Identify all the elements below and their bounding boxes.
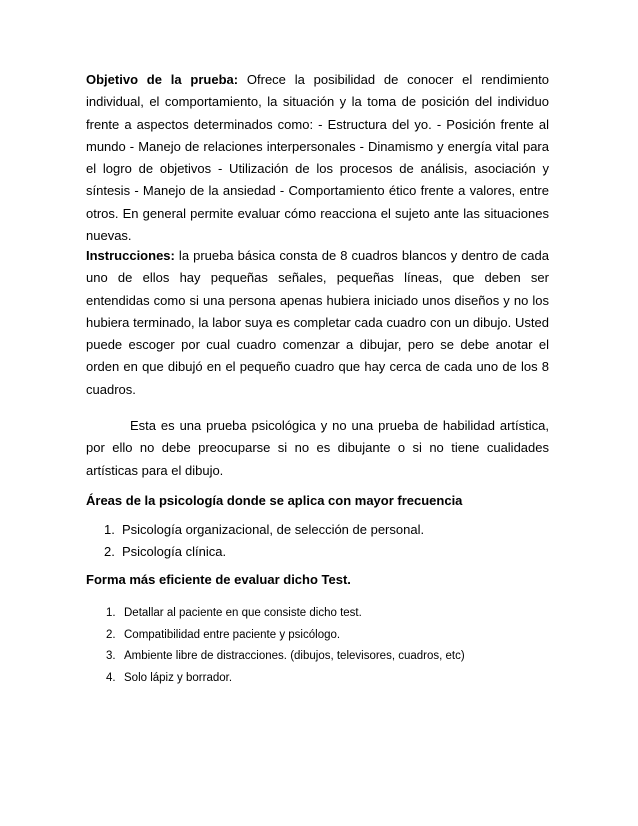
list-item-text: Psicología clínica.	[122, 544, 227, 559]
list-item	[106, 603, 465, 625]
forma-list	[106, 603, 465, 689]
list-item-text: Compatibilidad entre paciente y psicólogo.	[124, 628, 341, 641]
list-item	[106, 668, 465, 690]
list-item	[104, 541, 424, 563]
list-item	[106, 625, 465, 647]
objetivo-paragraph	[86, 69, 549, 247]
nota-paragraph: Esta es una prueba psicológica y no una prueba de habilidad artística, por ello no debe preocuparse si no es dibujante o si no tiene cualidades artísticas para el dibujo.	[86, 418, 549, 478]
list-item-number: 4.	[106, 671, 116, 684]
list-item-text: Solo lápiz y borrador.	[124, 671, 233, 684]
areas-heading: Áreas de la psicología donde se aplica con mayor frecuencia	[86, 493, 463, 508]
instrucciones-label: Instrucciones:	[86, 248, 175, 263]
list-item-text: Ambiente libre de distracciones. (dibujos, televisores, cuadros, etc)	[124, 650, 465, 662]
objetivo-label: Objetivo de la prueba:	[86, 72, 239, 87]
list-item	[106, 646, 465, 668]
list-item-text: Detallar al paciente en que consiste dicho test.	[124, 607, 362, 619]
areas-list	[104, 519, 424, 563]
list-item-text: Psicología organizacional, de selección de personal.	[122, 522, 425, 537]
list-item-number: 2.	[106, 628, 116, 641]
objetivo-text: Ofrece la posibilidad de conocer el rendimiento individual, el comportamiento, la situación y la toma de posición del individuo frente a aspectos determinados como: - Estructura del yo. - Posición frente al mundo - Manejo de relaciones interpersonales - Dinamismo y energía vital para el logro de objetivos - Utilización de los procesos de análisis, asociación y síntesis - Manejo de la ansiedad - Comportamiento ético frente a valores, entre otros. En general permite evaluar cómo reacciona el sujeto ante las situaciones nuevas.	[86, 72, 549, 244]
list-item	[104, 519, 424, 541]
list-item-number: 1.	[106, 607, 116, 619]
forma-heading: Forma más eficiente de evaluar dicho Test.	[86, 572, 351, 587]
list-item-number: 3.	[106, 650, 116, 662]
list-item-number: 2.	[104, 544, 115, 559]
instrucciones-paragraph	[86, 245, 549, 401]
instrucciones-text: la prueba básica consta de 8 cuadros blancos y dentro de cada uno de ellos hay pequeñas señales, pequeñas líneas, que deben ser entendidas como si una persona apenas hubiera iniciado unos diseños y no los hubiera terminado, la labor suya es completar cada cuadro con un dibujo. Usted puede escoger por cual cuadro comenzar a dibujar, pero se debe anotar el orden en que dibujó en el pequeño cuadro que hay cerca de cada uno de los 8 cuadros.	[86, 248, 549, 397]
list-item-number: 1.	[104, 522, 115, 537]
